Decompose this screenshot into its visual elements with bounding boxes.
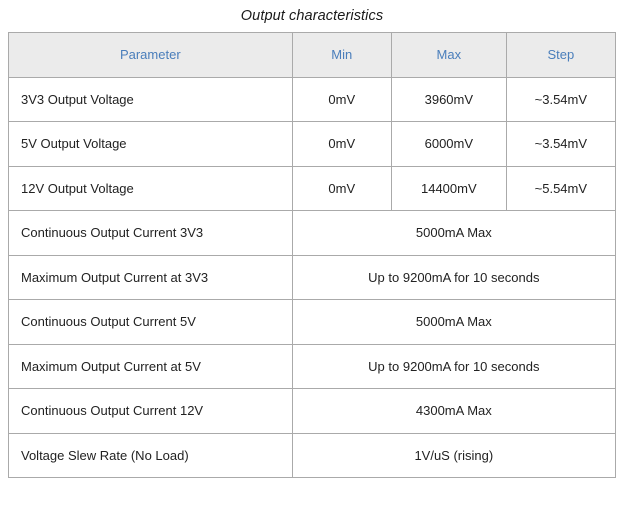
cell-min: 0mV [292, 166, 391, 211]
table-row [9, 122, 616, 167]
cell-value-merged: Up to 9200mA for 10 seconds [292, 344, 615, 389]
column-header-step: Step [506, 33, 615, 78]
table-row [9, 344, 616, 389]
cell-step: ~3.54mV [506, 77, 615, 122]
cell-min: 0mV [292, 122, 391, 167]
column-header-min: Min [292, 33, 391, 78]
cell-parameter: Continuous Output Current 12V [9, 389, 293, 434]
cell-parameter: Voltage Slew Rate (No Load) [9, 433, 293, 478]
cell-parameter: 3V3 Output Voltage [9, 77, 293, 122]
table-container [0, 32, 624, 478]
cell-parameter: Continuous Output Current 3V3 [9, 211, 293, 256]
table-row [9, 300, 616, 345]
output-characteristics-table [8, 32, 616, 478]
table-row [9, 433, 616, 478]
table-caption: Output characteristics [240, 8, 384, 24]
cell-max: 14400mV [391, 166, 506, 211]
cell-parameter: Maximum Output Current at 5V [9, 344, 293, 389]
column-header-max: Max [391, 33, 506, 78]
cell-value-merged: 5000mA Max [292, 211, 615, 256]
cell-parameter: 12V Output Voltage [9, 166, 293, 211]
table-row [9, 77, 616, 122]
cell-min: 0mV [292, 77, 391, 122]
cell-parameter: 5V Output Voltage [9, 122, 293, 167]
cell-value-merged: 1V/uS (rising) [292, 433, 615, 478]
cell-max: 3960mV [391, 77, 506, 122]
table-body [9, 77, 616, 478]
table-header-row [9, 33, 616, 78]
cell-value-merged: 5000mA Max [292, 300, 615, 345]
cell-step: ~5.54mV [506, 166, 615, 211]
cell-max: 6000mV [391, 122, 506, 167]
column-header-parameter: Parameter [9, 33, 293, 78]
cell-step: ~3.54mV [506, 122, 615, 167]
table-row [9, 166, 616, 211]
cell-value-merged: Up to 9200mA for 10 seconds [292, 255, 615, 300]
cell-value-merged: 4300mA Max [292, 389, 615, 434]
table-row [9, 255, 616, 300]
table-header [9, 33, 616, 78]
cell-parameter: Maximum Output Current at 3V3 [9, 255, 293, 300]
table-row [9, 211, 616, 256]
table-row [9, 389, 616, 434]
cell-parameter: Continuous Output Current 5V [9, 300, 293, 345]
